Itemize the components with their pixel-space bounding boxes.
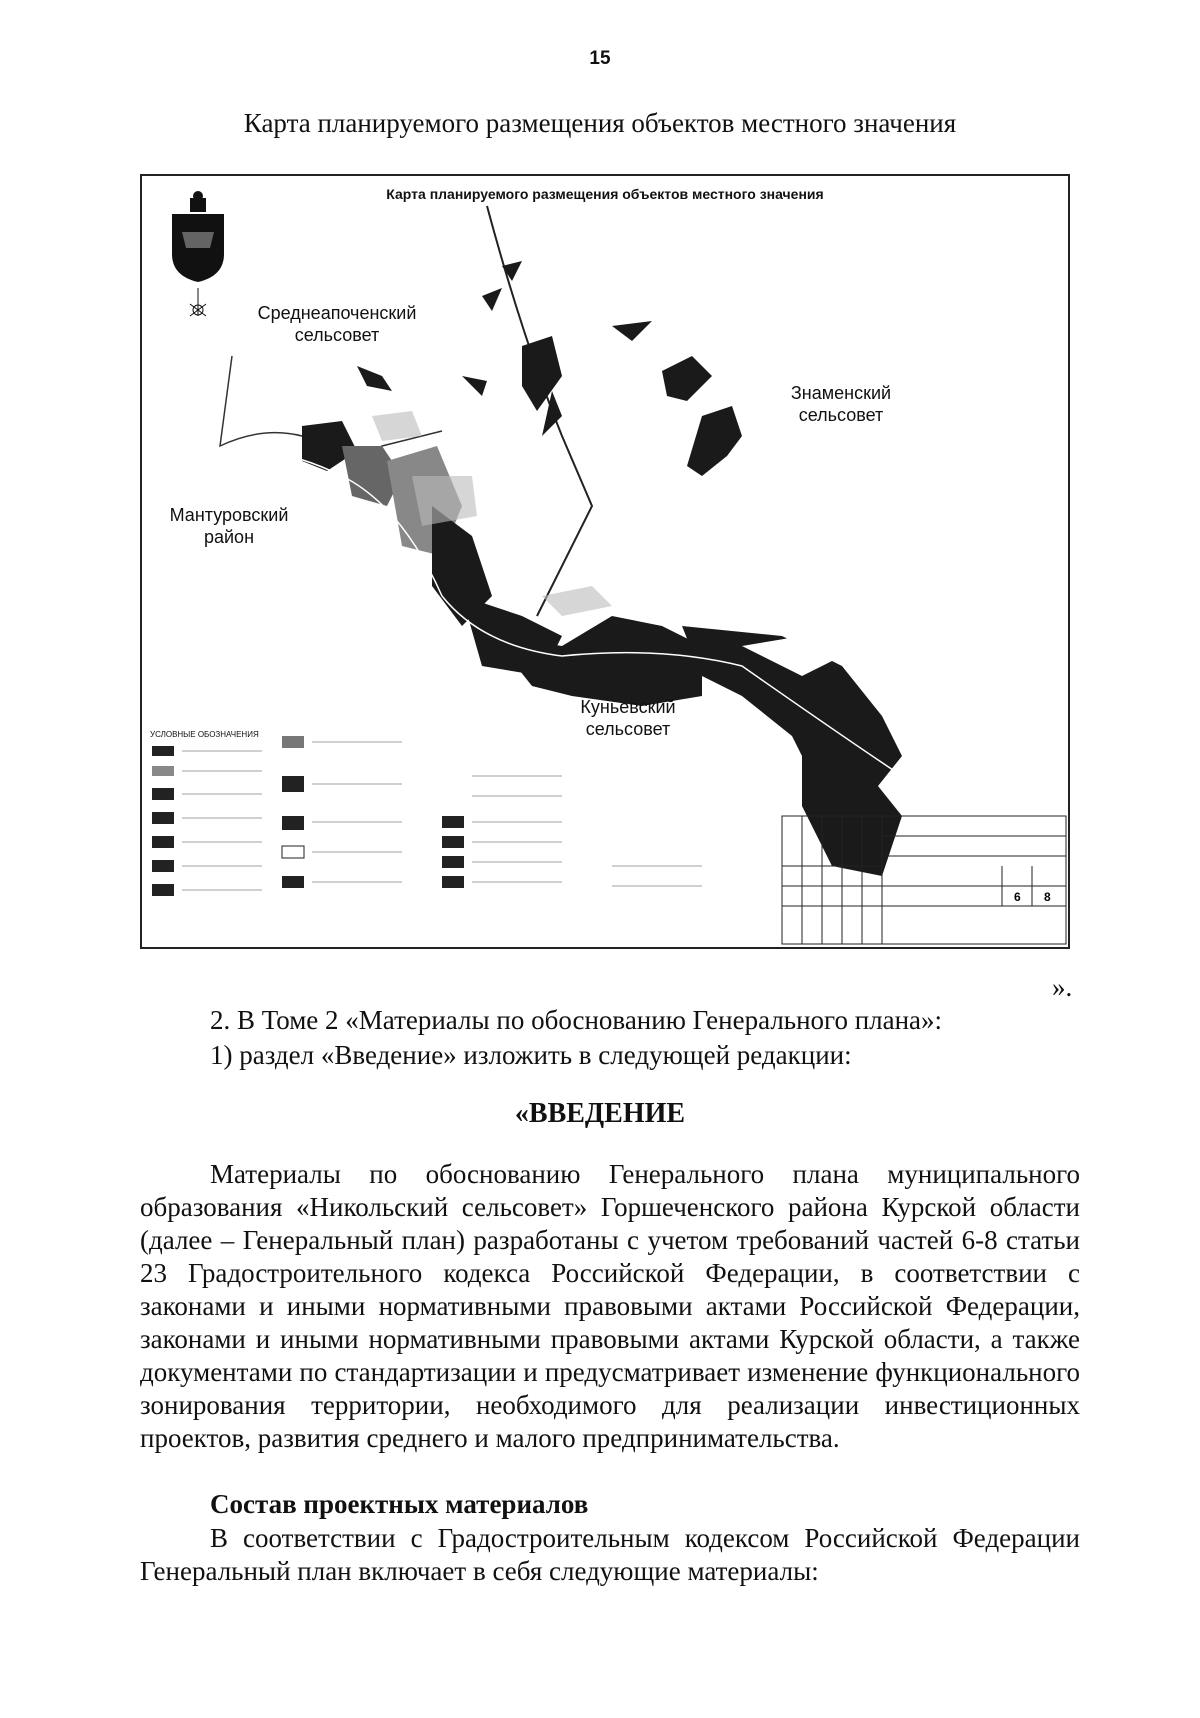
composition-paragraph: В соответствии с Градостроительным кодексом Российской Федерации Генеральный план включает в себя следующие материалы: bbox=[140, 1523, 1080, 1586]
item-2: 2. В Томе 2 «Материалы по обоснованию Генерального плана»: bbox=[210, 1005, 943, 1035]
subheading: Состав проектных материалов bbox=[210, 1489, 589, 1519]
legend bbox=[152, 736, 702, 896]
sheet-number: 6 bbox=[1014, 890, 1021, 904]
district-border bbox=[487, 206, 592, 616]
item-2-1: 1) раздел «Введение» изложить в следующей редакции: bbox=[210, 1040, 852, 1070]
total-sheets: 8 bbox=[1044, 890, 1051, 904]
map-drawing bbox=[142, 176, 1068, 947]
label-sredneapochensky: Среднеапоченский сельсовет bbox=[257, 303, 417, 345]
label-znamensky: Знаменский сельсовет bbox=[790, 383, 892, 425]
label-manturovsky: Мантуровский район bbox=[169, 505, 289, 547]
map-figure bbox=[140, 174, 1070, 949]
closing-quote: ». bbox=[1052, 972, 1073, 1002]
map-title: Карта планируемого размещения объектов местного значения bbox=[386, 186, 824, 202]
legend-title: УСЛОВНЫЕ ОБОЗНАЧЕНИЯ bbox=[150, 730, 259, 739]
coat-of-arms-icon bbox=[172, 191, 224, 282]
section-heading: «ВВЕДЕНИЕ bbox=[514, 1098, 686, 1129]
introduction-paragraph: Материалы по обоснованию Генерального плана муниципального образования «Никольский сельсовет» Горшеченского района Курской области (далее – Генеральный план) разработаны с учетом требований частей 6-8 статьи 23 Градостроительного кодекса Российской Федерации, в соответствии с законами и иными нормативными правовыми актами Российской Федерации, законами и иными нормативными правовыми актами Курской области, а также документами по стандартизации и предусматривает изменение функционального зонирования территории, необходимого для реализации инвестиционных проектов, развития среднего и малого предпринимательства. bbox=[140, 1159, 1080, 1453]
map-caption: Карта планируемого размещения объектов местного значения bbox=[243, 108, 957, 138]
label-kunyevsky: Куньевский сельсовет bbox=[580, 697, 676, 739]
page-number: 15 bbox=[589, 48, 611, 69]
north-arrow-icon bbox=[190, 288, 206, 316]
